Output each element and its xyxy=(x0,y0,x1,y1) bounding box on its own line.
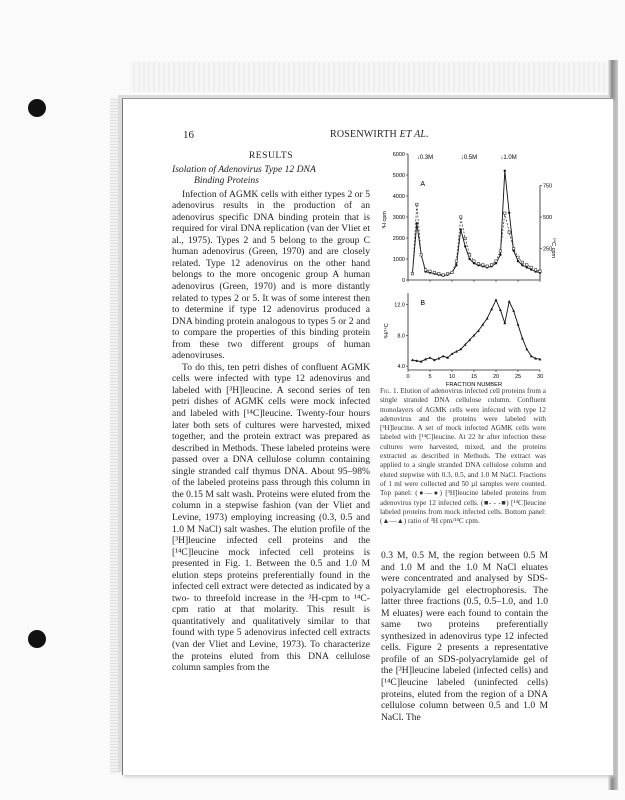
panel-a-series-3h-point xyxy=(517,260,519,262)
panel-a-series-14c-point xyxy=(526,264,528,266)
panel-a-left-tick-label: 0 xyxy=(401,278,405,284)
subsection-heading-line2: Binding Proteins xyxy=(194,175,259,187)
paragraph: To do this, ten petri dishes of confluent AGMK cells were infected with type 12 adenovirus and labeled with [³H]leucine. A second series of ten petri dishes of AGMK cells were mock infected and labeled with [¹⁴C]leucine. Twenty-four hours later both sets of cultures were harvested, mixed together, and the protein extract was prepared as described in Methods. These labeled proteins were passed over a DNA cellulose column containing single stranded calf thymus DNA. About 95–98% of the labeled proteins pass through this column in the 0.15 M salt wash. Proteins were eluted from the column in a stepwise fashion (van der Vliet and Levine, 1973) employing increasing (0.3, 0.5 and 1.0 M NaCl) salt washes. The elution profile of the [³H]leucine infected cell proteins and the [¹⁴C]leucine mock infected cell proteins is presented in Fig. 1. Between the 0.5 and 1.0 M elution steps proteins preferentially found in the infected cell extract were detected as indicated by a two- to threefold increase in the ³H-cpm to ¹⁴C-cpm ratio at that molarity. This result is quantitatively and qualitatively similar to that found with type 5 adenovirus infected cell extracts (van der Vliet and Levine, 1973). To characterize the proteins eluted from this DNA cellulose column samples from the xyxy=(172,361,370,674)
panel-a-series-14c-point xyxy=(468,254,470,256)
panel-a-series-14c-point xyxy=(486,265,488,267)
panel-a-series-3h-point xyxy=(521,264,523,266)
panel-a-series-3h-point xyxy=(455,264,457,266)
panel-a-series-14c-point xyxy=(517,256,519,258)
panel-a-series-14c-point xyxy=(416,203,418,205)
panel-a-series-14c-point xyxy=(530,266,532,268)
panel-a-series-14c-point xyxy=(420,254,422,256)
panel-a-series-14c-point xyxy=(499,250,501,252)
scan-shadow-left xyxy=(110,98,120,774)
panel-b-ratio-point xyxy=(442,355,445,358)
panel-a-left-tick-label: 5000 xyxy=(392,173,405,179)
panel-a-series-14c-point xyxy=(424,269,426,271)
figure-1-elution-chart xyxy=(378,148,556,388)
panel-a-series-14c-point xyxy=(451,271,453,273)
panel-a-series-3h-point xyxy=(526,266,528,268)
panel-b-letter: B xyxy=(420,300,426,307)
panel-b-x-tick-label: 0 xyxy=(406,374,410,380)
panel-b-y-axis-label: ³H/¹⁴C xyxy=(384,323,390,339)
panel-b-ratio-point xyxy=(495,298,498,301)
panel-b-x-tick-label: 30 xyxy=(536,374,544,380)
panel-b-y-tick-label: 8.0 xyxy=(397,333,405,340)
panel-a-elution-step-label: ↓0.5M xyxy=(460,155,478,161)
panel-a-letter: A xyxy=(420,181,426,188)
binder-hole-bottom xyxy=(28,630,46,648)
paragraph: Infection of AGMK cells with either types 2 or 5 adenovirus results in the production of an adenovirus specific DNA binding protein that is required for viral DNA replication (van der Vliet et al., 1975). Types 2 and 5 belong to the group C human adenovirus (Green, 1970) and are closely related. Type 12 adenovirus on the other hand belongs to the more oncogenic group A human adenovirus (Green, 1970) and is more distantly related to types 2 or 5. It was of some interest then to determine if type 12 adenovirus produced a DNA binding protein analogous to types 5 or 2 and to compare the properties of this binding protein from these two different groups of human adenoviruses. xyxy=(172,188,370,362)
panel-a-right-tick-label: 500 xyxy=(543,215,553,221)
panel-a-left-tick-label: 2000 xyxy=(392,236,405,242)
scan-shadow-top xyxy=(130,62,610,92)
panel-a-series-14c-point xyxy=(508,231,510,233)
panel-a-elution-step-label: ↓0.3M xyxy=(416,155,434,161)
panel-a-series-14c-point xyxy=(482,264,484,266)
panel-a-series-14c-point xyxy=(442,274,444,276)
panel-a-series-14c-point xyxy=(433,271,435,273)
page-number: 16 xyxy=(183,129,194,141)
panel-a-right-tick-label: 250 xyxy=(543,246,553,253)
panel-b-ratio-point xyxy=(517,323,520,326)
panel-a-left-tick-label: 6000 xyxy=(392,152,405,158)
panel-a-series-14c-point xyxy=(539,270,541,272)
panel-a-series-3h-point xyxy=(504,170,506,172)
left-column xyxy=(172,150,370,674)
subsection-heading xyxy=(172,164,370,187)
panel-a-series-3h-point xyxy=(508,212,510,214)
panel-a-series-3h-point xyxy=(499,254,501,256)
panel-a-series-14c-point xyxy=(490,264,492,266)
panel-a-series-14c-point xyxy=(504,212,506,214)
panel-b-y-tick-label: 4.0 xyxy=(397,364,405,371)
binder-hole-top xyxy=(28,99,46,117)
panel-a-left-tick-label: 4000 xyxy=(392,194,405,200)
panel-a-series-14c-point xyxy=(411,273,413,275)
panel-a-series-14c-point xyxy=(455,260,457,262)
panel-a-series-3h-point xyxy=(468,258,470,260)
panel-a-series-14c-point xyxy=(460,216,462,218)
panel-a-series-14c-point xyxy=(464,237,466,239)
panel-a-right-tick-label: 750 xyxy=(543,183,553,190)
panel-b-ratio-point xyxy=(429,356,432,359)
panel-a-series-14c-point xyxy=(477,262,479,264)
panel-b-ratio-point xyxy=(525,348,528,351)
panel-a-series-14c-point xyxy=(521,261,523,263)
panel-b-y-tick-label: 12.0 xyxy=(394,302,405,309)
panel-b-ratio-point xyxy=(503,322,506,325)
panel-b-x-axis-label: FRACTION NUMBER xyxy=(445,382,503,388)
right-column xyxy=(381,550,548,723)
figure-caption-label: Fig. 1. xyxy=(380,387,399,395)
panel-a-series-14c-point xyxy=(495,260,497,262)
panel-a-left-tick-label: 3000 xyxy=(392,215,405,221)
panel-a-series-14c-point xyxy=(438,273,440,275)
panel-a-left-axis-label: ³H cpm xyxy=(382,211,388,229)
panel-b-x-tick-label: 15 xyxy=(470,374,478,380)
panel-a-series-14c-point xyxy=(429,270,431,272)
panel-a-series-14c-point xyxy=(473,260,475,262)
panel-b-ratio-point xyxy=(499,308,502,311)
figure-caption xyxy=(380,387,546,526)
panel-a-right-axis-label: ¹⁴C cpm xyxy=(550,237,556,259)
panel-b-x-tick-label: 25 xyxy=(514,374,522,380)
running-head-authors: ROSENWIRTH ET AL. xyxy=(330,129,429,140)
panel-b-x-tick-label: 10 xyxy=(448,374,456,380)
panel-a-series-14c-point xyxy=(512,247,514,249)
panel-a-elution-step-label: ↓1.0M xyxy=(500,155,517,161)
panel-b-ratio-line xyxy=(412,300,540,362)
figure-caption-text: Elution of adenovirus infected cell proteins from a single stranded DNA cellulose column. Confluent monolayers of AGMK cells were infected with type 12 adenovirus and the proteins were labeled with [³H]leucine. A set of mock infected AGMK cells were labeled with [¹⁴C]leucine. At 22 hr after infection these cultures were harvested, mixed, and the proteins extracted as described in Methods. The extract was applied to a single stranded DNA cellulose column and eluted stepwise with 0.3, 0.5, and 1.0 M NaCl. Fractions of 1 ml were collected and 50 µl samples were counted. Top panel: (●—●) [³H]leucine labeled proteins from adenovirus type 12 infected cells. (■- - -■) [¹⁴C]leucine labeled proteins from mock infected cells. Bottom panel: (▲—▲) ratio of ³H cpm/¹⁴C cpm. xyxy=(380,387,546,526)
panel-b-ratio-point xyxy=(521,337,524,340)
panel-b-ratio-point xyxy=(508,300,511,303)
section-heading: RESULTS xyxy=(248,150,294,161)
panel-b-x-tick-label: 5 xyxy=(428,374,432,380)
running-head xyxy=(330,129,429,140)
panel-b-x-tick-label: 20 xyxy=(492,374,500,380)
panel-a-series-14c-point xyxy=(534,269,536,271)
panel-a-left-tick-label: 1000 xyxy=(392,257,405,263)
panel-a-series-3h-point xyxy=(464,245,466,247)
panel-a-series-14c-point xyxy=(446,273,448,275)
subsection-heading-line1: Isolation of Adenovirus Type 12 DNA xyxy=(172,163,316,175)
paragraph: 0.3 M, 0.5 M, the region between 0.5 M and 1.0 M and the 1.0 M NaCl eluates were concentrated and analysed by SDS-polyacrylamide gel electrophoresis. The latter three fractions (0.5, 0.5–1.0, and 1.0 M eluates) were each found to contain the same two proteins preferentially synthesized in adenovirus type 12 infected cells. Figure 2 presents a representative profile of an SDS-polyacrylamide gel of the [³H]leucine labeled (infected cells) and [¹⁴C]leucine labeled (uninfected cells) proteins, eluted from the region of a DNA cellulose column between 0.5 and 1.0 M NaCl. The xyxy=(381,550,548,723)
